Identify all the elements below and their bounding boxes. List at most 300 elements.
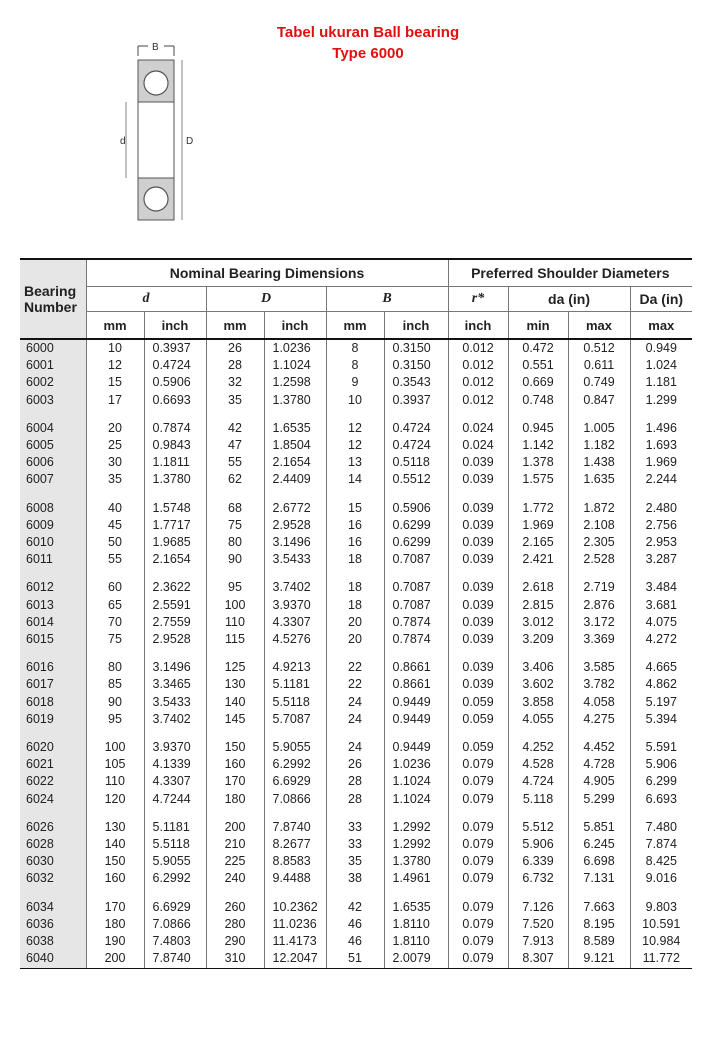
cell-B-mm: 46 xyxy=(326,916,384,933)
cell-da-max: 2.876 xyxy=(568,597,630,614)
cell-bearing-number: 6004 xyxy=(20,420,86,437)
table-row xyxy=(20,517,692,534)
cell-Da-max: 5.906 xyxy=(630,756,692,773)
spacer-cell xyxy=(86,648,144,659)
cell-da-min: 0.551 xyxy=(508,357,568,374)
spacer-cell xyxy=(206,808,264,819)
cell-D-mm: 47 xyxy=(206,437,264,454)
cell-Da-max: 1.496 xyxy=(630,420,692,437)
cell-d-mm: 105 xyxy=(104,757,126,772)
cell-D-mm: 68 xyxy=(206,500,264,517)
cell-da-min: 4.252 xyxy=(508,739,568,756)
cell-r-inch: 0.039 xyxy=(448,659,508,676)
spacer-cell xyxy=(144,808,206,819)
cell-B-inch: 1.1024 xyxy=(384,791,448,808)
cell-bearing-number: 6032 xyxy=(20,870,86,887)
spacer-cell xyxy=(326,648,384,659)
cell-D-inch: 3.9370 xyxy=(264,597,326,614)
cell-da-max: 4.452 xyxy=(568,739,630,756)
cell-B-mm: 46 xyxy=(326,933,384,950)
cell-bearing-number: 6040 xyxy=(20,950,86,968)
cell-d-mm: 70 xyxy=(108,614,122,629)
cell-d-inch: 0.3937 xyxy=(144,339,206,357)
cell-da-max: 2.528 xyxy=(568,551,630,568)
cell-D-mm: 95 xyxy=(206,579,264,596)
spacer-cell xyxy=(264,808,326,819)
cell-da-min: 7.913 xyxy=(508,933,568,950)
spacer-cell xyxy=(630,648,692,659)
cell-d-inch: 2.5591 xyxy=(144,597,206,614)
cell-D-inch: 1.1024 xyxy=(264,357,326,374)
table-row xyxy=(20,579,692,596)
table-row xyxy=(20,773,692,790)
cell-da-min: 0.669 xyxy=(508,374,568,391)
cell-bearing-number: 6022 xyxy=(20,773,86,790)
spacer-cell xyxy=(568,409,630,420)
spacer-cell xyxy=(206,568,264,579)
cell-da-min: 1.142 xyxy=(508,437,568,454)
cell-da-min: 3.209 xyxy=(508,631,568,648)
cell-r-inch: 0.039 xyxy=(448,471,508,488)
cell-D-inch: 1.2598 xyxy=(264,374,326,391)
table-row xyxy=(20,420,692,437)
cell-B-mm: 33 xyxy=(326,819,384,836)
cell-da-min: 5.906 xyxy=(508,836,568,853)
cell-d-inch: 4.7244 xyxy=(144,791,206,808)
cell-r-inch: 0.059 xyxy=(448,739,508,756)
cell-r-inch: 0.012 xyxy=(448,374,508,391)
cell-D-inch: 1.8504 xyxy=(264,437,326,454)
spacer-cell xyxy=(448,648,508,659)
cell-D-mm: 240 xyxy=(206,870,264,887)
cell-r-inch: 0.024 xyxy=(448,420,508,437)
cell-da-max: 0.749 xyxy=(568,374,630,391)
cell-r-inch: 0.079 xyxy=(448,756,508,773)
unit-da-max: max xyxy=(568,312,630,340)
cell-d-inch: 6.2992 xyxy=(144,870,206,887)
cell-D-mm: 125 xyxy=(206,659,264,676)
cell-da-max: 4.728 xyxy=(568,756,630,773)
cell-r-inch: 0.059 xyxy=(448,694,508,711)
cell-bearing-number: 6009 xyxy=(20,517,86,534)
cell-Da-max: 9.016 xyxy=(630,870,692,887)
cell-r-inch: 0.039 xyxy=(448,676,508,693)
cell-bearing-number: 6017 xyxy=(20,676,86,693)
cell-d-mm: 170 xyxy=(104,899,126,914)
cell-bearing-number: 6010 xyxy=(20,534,86,551)
cell-d-inch: 0.7874 xyxy=(144,420,206,437)
cell-D-mm: 42 xyxy=(206,420,264,437)
cell-Da-max: 4.665 xyxy=(630,659,692,676)
table-row xyxy=(20,631,692,648)
spacer-cell xyxy=(448,888,508,899)
cell-d-inch: 4.1339 xyxy=(144,756,206,773)
spacer-cell xyxy=(448,808,508,819)
table-body xyxy=(20,339,692,968)
cell-da-max: 3.172 xyxy=(568,614,630,631)
spacer-cell xyxy=(630,808,692,819)
cell-bearing-number: 6019 xyxy=(20,711,86,728)
cell-D-inch: 7.8740 xyxy=(264,819,326,836)
spacer-cell xyxy=(264,489,326,500)
cell-B-mm: 8 xyxy=(326,357,384,374)
header-B: B xyxy=(326,287,448,312)
cell-B-mm: 18 xyxy=(326,551,384,568)
cell-d-inch: 7.4803 xyxy=(144,933,206,950)
header-preferred: Preferred Shoulder Diameters xyxy=(448,259,692,287)
header-d: d xyxy=(86,287,206,312)
cell-B-inch: 0.5906 xyxy=(384,500,448,517)
cell-d-inch: 3.7402 xyxy=(144,711,206,728)
cell-d-inch: 1.7717 xyxy=(144,517,206,534)
cell-D-mm: 290 xyxy=(206,933,264,950)
cell-B-mm: 26 xyxy=(326,756,384,773)
cell-d-inch: 3.1496 xyxy=(144,659,206,676)
cell-D-inch: 12.2047 xyxy=(264,950,326,968)
cell-Da-max: 5.591 xyxy=(630,739,692,756)
cell-D-inch: 8.2677 xyxy=(264,836,326,853)
cell-da-max: 5.299 xyxy=(568,791,630,808)
cell-D-mm: 75 xyxy=(206,517,264,534)
spacer-cell xyxy=(144,409,206,420)
cell-B-inch: 1.4961 xyxy=(384,870,448,887)
cell-B-inch: 1.2992 xyxy=(384,836,448,853)
cell-d-mm: 95 xyxy=(108,711,122,726)
spacer-cell xyxy=(20,648,86,659)
cell-Da-max: 4.075 xyxy=(630,614,692,631)
spacer-cell xyxy=(508,808,568,819)
cell-bearing-number: 6024 xyxy=(20,791,86,808)
spacer-cell xyxy=(630,888,692,899)
spacer-cell xyxy=(20,409,86,420)
cell-da-min: 5.512 xyxy=(508,819,568,836)
cell-D-inch: 3.5433 xyxy=(264,551,326,568)
cell-d-inch: 5.1181 xyxy=(144,819,206,836)
cell-d-mm: 25 xyxy=(108,438,122,453)
cell-Da-max: 2.244 xyxy=(630,471,692,488)
cell-bearing-number: 6002 xyxy=(20,374,86,391)
page-title xyxy=(228,22,508,64)
cell-r-inch: 0.039 xyxy=(448,534,508,551)
cell-D-mm: 210 xyxy=(206,836,264,853)
cell-B-inch: 0.8661 xyxy=(384,676,448,693)
header-Da: Da (in) xyxy=(630,287,692,312)
cell-B-inch: 0.9449 xyxy=(384,739,448,756)
label-b: B xyxy=(152,42,159,53)
cell-d-inch: 0.5906 xyxy=(144,374,206,391)
spacer-cell xyxy=(448,409,508,420)
unit-D-inch: inch xyxy=(264,312,326,340)
table-row xyxy=(20,392,692,409)
spacer-cell xyxy=(144,489,206,500)
cell-D-inch: 2.1654 xyxy=(264,454,326,471)
spacer-cell xyxy=(264,648,326,659)
cell-da-min: 3.858 xyxy=(508,694,568,711)
cell-r-inch: 0.012 xyxy=(448,392,508,409)
cell-d-inch: 0.4724 xyxy=(144,357,206,374)
cell-Da-max: 5.197 xyxy=(630,694,692,711)
cell-da-max: 2.108 xyxy=(568,517,630,534)
cell-D-mm: 26 xyxy=(206,339,264,357)
cell-D-inch: 11.4173 xyxy=(264,933,326,950)
cell-B-inch: 0.3937 xyxy=(384,392,448,409)
cell-D-mm: 62 xyxy=(206,471,264,488)
cell-B-mm: 38 xyxy=(326,870,384,887)
cell-B-mm: 28 xyxy=(326,773,384,790)
cell-Da-max: 2.953 xyxy=(630,534,692,551)
cell-D-mm: 180 xyxy=(206,791,264,808)
header-r: r* xyxy=(448,287,508,312)
cell-B-mm: 22 xyxy=(326,676,384,693)
cell-D-inch: 5.9055 xyxy=(264,739,326,756)
cell-D-mm: 115 xyxy=(206,631,264,648)
cell-D-mm: 32 xyxy=(206,374,264,391)
cell-d-inch: 7.0866 xyxy=(144,916,206,933)
spacer-cell xyxy=(206,648,264,659)
spacer-cell xyxy=(20,808,86,819)
cell-da-min: 3.602 xyxy=(508,676,568,693)
cell-D-mm: 145 xyxy=(206,711,264,728)
cell-da-min: 2.165 xyxy=(508,534,568,551)
header-bearing-number: Bearing Number xyxy=(20,259,86,339)
cell-d-mm: 80 xyxy=(108,660,122,675)
cell-da-max: 1.005 xyxy=(568,420,630,437)
cell-B-inch: 0.6299 xyxy=(384,534,448,551)
cell-da-max: 0.847 xyxy=(568,392,630,409)
spacer-cell xyxy=(264,728,326,739)
cell-B-inch: 0.7087 xyxy=(384,579,448,596)
cell-B-inch: 1.6535 xyxy=(384,899,448,916)
cell-B-inch: 1.2992 xyxy=(384,819,448,836)
cell-da-max: 6.245 xyxy=(568,836,630,853)
cell-r-inch: 0.039 xyxy=(448,614,508,631)
cell-da-min: 3.012 xyxy=(508,614,568,631)
cell-da-max: 1.635 xyxy=(568,471,630,488)
spacer-cell xyxy=(206,409,264,420)
cell-d-mm: 15 xyxy=(108,375,122,390)
group-spacer xyxy=(20,808,692,819)
cell-bearing-number: 6028 xyxy=(20,836,86,853)
cell-Da-max: 10.591 xyxy=(630,916,692,933)
cell-bearing-number: 6018 xyxy=(20,694,86,711)
cell-r-inch: 0.079 xyxy=(448,819,508,836)
cell-Da-max: 0.949 xyxy=(630,339,692,357)
cell-D-inch: 1.3780 xyxy=(264,392,326,409)
cell-d-inch: 1.3780 xyxy=(144,471,206,488)
cell-r-inch: 0.012 xyxy=(448,339,508,357)
cell-B-mm: 12 xyxy=(326,420,384,437)
cell-r-inch: 0.039 xyxy=(448,631,508,648)
cell-d-mm: 180 xyxy=(104,916,126,931)
spacer-cell xyxy=(568,489,630,500)
spacer-cell xyxy=(568,568,630,579)
spacer-cell xyxy=(326,728,384,739)
unit-d-mm: mm xyxy=(86,312,144,340)
cell-da-min: 1.772 xyxy=(508,500,568,517)
cell-d-mm: 60 xyxy=(108,580,122,595)
spacer-cell xyxy=(384,808,448,819)
cell-D-mm: 80 xyxy=(206,534,264,551)
table-row xyxy=(20,791,692,808)
cell-Da-max: 3.681 xyxy=(630,597,692,614)
cell-B-inch: 0.7874 xyxy=(384,614,448,631)
cell-B-inch: 0.3150 xyxy=(384,339,448,357)
cell-d-mm: 40 xyxy=(108,500,122,515)
cell-d-mm: 120 xyxy=(104,791,126,806)
cell-Da-max: 1.969 xyxy=(630,454,692,471)
cell-r-inch: 0.079 xyxy=(448,933,508,950)
cell-da-min: 2.618 xyxy=(508,579,568,596)
cell-bearing-number: 6003 xyxy=(20,392,86,409)
spacer-cell xyxy=(568,648,630,659)
cell-da-min: 7.126 xyxy=(508,899,568,916)
cell-d-mm: 150 xyxy=(104,854,126,869)
cell-D-mm: 140 xyxy=(206,694,264,711)
cell-r-inch: 0.079 xyxy=(448,836,508,853)
cell-D-inch: 6.2992 xyxy=(264,756,326,773)
cell-d-inch: 5.9055 xyxy=(144,853,206,870)
spacer-cell xyxy=(20,568,86,579)
unit-d-inch: inch xyxy=(144,312,206,340)
cell-B-inch: 0.7087 xyxy=(384,597,448,614)
cell-D-mm: 110 xyxy=(206,614,264,631)
table-row xyxy=(20,950,692,968)
spacer-cell xyxy=(384,568,448,579)
cell-d-inch: 2.3622 xyxy=(144,579,206,596)
spacer-cell xyxy=(206,489,264,500)
cell-bearing-number: 6008 xyxy=(20,500,86,517)
group-spacer xyxy=(20,648,692,659)
cell-Da-max: 5.394 xyxy=(630,711,692,728)
cell-da-min: 2.815 xyxy=(508,597,568,614)
cell-B-mm: 35 xyxy=(326,853,384,870)
cell-Da-max: 4.272 xyxy=(630,631,692,648)
cell-Da-max: 3.484 xyxy=(630,579,692,596)
bearing-table xyxy=(20,258,692,969)
table-row xyxy=(20,711,692,728)
cell-d-inch: 1.9685 xyxy=(144,534,206,551)
cell-D-inch: 10.2362 xyxy=(264,899,326,916)
cell-bearing-number: 6034 xyxy=(20,899,86,916)
table-row xyxy=(20,374,692,391)
cell-d-inch: 7.8740 xyxy=(144,950,206,968)
cell-da-max: 8.195 xyxy=(568,916,630,933)
cell-B-inch: 0.3543 xyxy=(384,374,448,391)
cell-B-mm: 8 xyxy=(326,339,384,357)
cell-D-inch: 11.0236 xyxy=(264,916,326,933)
label-d-small: d xyxy=(120,136,126,147)
table-row xyxy=(20,899,692,916)
cell-B-mm: 10 xyxy=(326,392,384,409)
table-row xyxy=(20,756,692,773)
spacer-cell xyxy=(384,409,448,420)
cell-da-max: 6.698 xyxy=(568,853,630,870)
cell-bearing-number: 6013 xyxy=(20,597,86,614)
spacer-cell xyxy=(20,888,86,899)
spacer-cell xyxy=(508,888,568,899)
header-nominal: Nominal Bearing Dimensions xyxy=(86,259,448,287)
spacer-cell xyxy=(86,888,144,899)
cell-D-mm: 130 xyxy=(206,676,264,693)
cell-B-mm: 33 xyxy=(326,836,384,853)
table-row xyxy=(20,437,692,454)
cell-d-inch: 0.9843 xyxy=(144,437,206,454)
cell-da-min: 4.528 xyxy=(508,756,568,773)
spacer-cell xyxy=(448,489,508,500)
cell-B-inch: 0.8661 xyxy=(384,659,448,676)
spacer-cell xyxy=(448,728,508,739)
cell-bearing-number: 6016 xyxy=(20,659,86,676)
header-D: D xyxy=(206,287,326,312)
label-d-big: D xyxy=(186,136,194,147)
cell-da-max: 2.719 xyxy=(568,579,630,596)
table-row xyxy=(20,614,692,631)
cell-D-mm: 28 xyxy=(206,357,264,374)
cell-r-inch: 0.079 xyxy=(448,853,508,870)
cell-Da-max: 3.287 xyxy=(630,551,692,568)
cell-B-mm: 18 xyxy=(326,579,384,596)
cell-B-inch: 0.9449 xyxy=(384,711,448,728)
cell-D-mm: 35 xyxy=(206,392,264,409)
cell-d-inch: 3.5433 xyxy=(144,694,206,711)
cell-B-inch: 2.0079 xyxy=(384,950,448,968)
spacer-cell xyxy=(326,808,384,819)
unit-B-mm: mm xyxy=(326,312,384,340)
spacer-cell xyxy=(144,728,206,739)
cell-D-inch: 3.7402 xyxy=(264,579,326,596)
cell-D-mm: 90 xyxy=(206,551,264,568)
cell-d-mm: 45 xyxy=(108,517,122,532)
cell-D-inch: 3.1496 xyxy=(264,534,326,551)
cell-B-inch: 0.9449 xyxy=(384,694,448,711)
cell-da-min: 1.575 xyxy=(508,471,568,488)
cell-d-mm: 200 xyxy=(86,950,144,968)
cell-d-inch: 6.6929 xyxy=(144,899,206,916)
cell-da-min: 4.055 xyxy=(508,711,568,728)
spacer-cell xyxy=(630,489,692,500)
spacer-cell xyxy=(568,888,630,899)
cell-d-inch: 1.5748 xyxy=(144,500,206,517)
cell-d-mm: 100 xyxy=(104,740,126,755)
spacer-cell xyxy=(508,648,568,659)
cell-Da-max: 2.756 xyxy=(630,517,692,534)
cell-B-inch: 0.6299 xyxy=(384,517,448,534)
cell-B-inch: 0.5512 xyxy=(384,471,448,488)
table-row xyxy=(20,853,692,870)
cell-bearing-number: 6000 xyxy=(20,339,86,357)
cell-B-inch: 1.8110 xyxy=(384,933,448,950)
spacer-cell xyxy=(326,888,384,899)
spacer-cell xyxy=(384,648,448,659)
cell-D-mm: 100 xyxy=(206,597,264,614)
cell-da-max: 3.782 xyxy=(568,676,630,693)
cell-r-inch: 0.039 xyxy=(448,454,508,471)
cell-d-mm: 30 xyxy=(108,455,122,470)
cell-da-min: 1.969 xyxy=(508,517,568,534)
cell-Da-max: 10.984 xyxy=(630,933,692,950)
cell-D-mm: 225 xyxy=(206,853,264,870)
cell-D-mm: 170 xyxy=(206,773,264,790)
table-row xyxy=(20,534,692,551)
cell-Da-max: 1.024 xyxy=(630,357,692,374)
table-header xyxy=(20,259,692,339)
cell-bearing-number: 6006 xyxy=(20,454,86,471)
cell-r-inch: 0.079 xyxy=(448,916,508,933)
cell-r-inch: 0.079 xyxy=(448,899,508,916)
cell-B-mm: 15 xyxy=(326,500,384,517)
cell-da-max: 1.438 xyxy=(568,454,630,471)
cell-bearing-number: 6026 xyxy=(20,819,86,836)
